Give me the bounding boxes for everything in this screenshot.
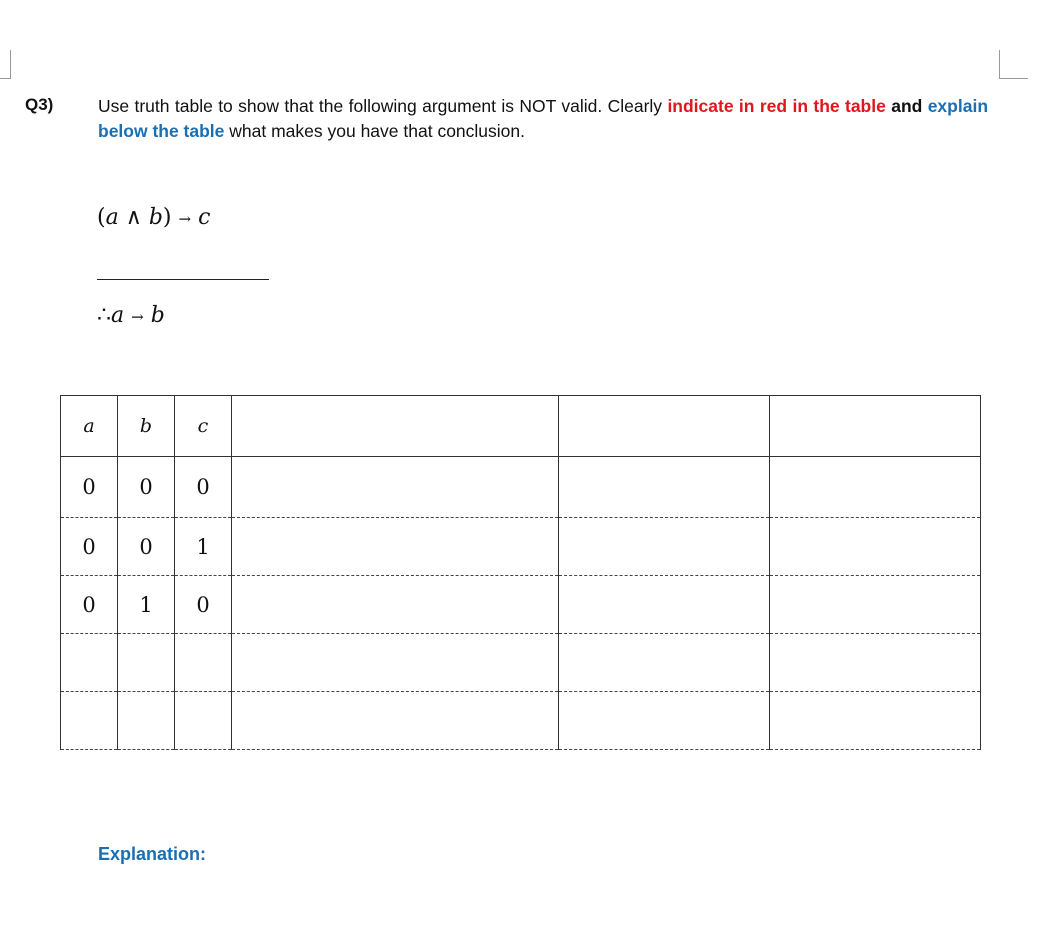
table-cell[interactable] (559, 518, 770, 576)
truth-table-header-row (61, 396, 981, 457)
header-cell-4[interactable] (232, 396, 559, 457)
table-cell: 0 (61, 518, 118, 576)
table-cell[interactable] (175, 692, 232, 750)
table-cell[interactable] (118, 692, 175, 750)
table-cell[interactable] (232, 457, 559, 518)
table-cell: 0 (118, 518, 175, 576)
table-cell[interactable] (175, 634, 232, 692)
table-row (61, 457, 981, 518)
argument-conclusion (97, 303, 165, 328)
question-text-and: and (885, 96, 928, 116)
header-cell-a: a (61, 396, 118, 457)
argument-divider-line (97, 279, 269, 280)
premise-var-a: a (105, 205, 119, 230)
question-text-part1: Use truth table to show that the following argument is NOT valid. Clearly (98, 96, 668, 116)
conclusion-implies-arrow: → (131, 308, 144, 326)
conclusion-var-a: a (111, 303, 125, 328)
therefore-symbol: ∴ (97, 303, 111, 328)
table-cell[interactable] (770, 457, 981, 518)
table-cell[interactable] (559, 634, 770, 692)
question-text-blue: explain below the table (98, 96, 989, 141)
table-cell[interactable] (559, 457, 770, 518)
table-cell[interactable] (232, 634, 559, 692)
table-cell[interactable] (61, 692, 118, 750)
table-cell[interactable] (232, 692, 559, 750)
question-text (98, 94, 988, 144)
premise-implies-arrow: → (178, 210, 192, 228)
table-cell[interactable] (559, 692, 770, 750)
page-corner-mark-left (0, 50, 11, 79)
argument-premise (97, 205, 210, 230)
premise-close-paren: ) (162, 205, 172, 230)
table-cell[interactable] (61, 634, 118, 692)
page-corner-mark-right (999, 50, 1028, 79)
question-text-red: indicate in red in the table (667, 96, 886, 116)
table-cell[interactable] (118, 634, 175, 692)
premise-var-c: c (198, 205, 211, 230)
table-cell[interactable] (232, 518, 559, 576)
header-cell-6[interactable] (770, 396, 981, 457)
truth-table (60, 395, 981, 750)
table-row (61, 576, 981, 634)
table-cell[interactable] (770, 692, 981, 750)
table-cell[interactable] (770, 518, 981, 576)
header-cell-b: b (118, 396, 175, 457)
table-cell: 0 (175, 576, 232, 634)
table-row (61, 692, 981, 750)
table-cell: 0 (175, 457, 232, 518)
table-cell[interactable] (559, 576, 770, 634)
table-cell: 0 (118, 457, 175, 518)
table-cell: 0 (61, 457, 118, 518)
question-number: Q3) (25, 95, 54, 114)
header-cell-c: c (175, 396, 232, 457)
table-row (61, 634, 981, 692)
table-cell[interactable] (770, 576, 981, 634)
header-cell-5[interactable] (559, 396, 770, 457)
premise-and-operator: ∧ (125, 205, 142, 230)
table-cell[interactable] (770, 634, 981, 692)
table-cell: 1 (118, 576, 175, 634)
table-row (61, 518, 981, 576)
conclusion-var-b: b (150, 303, 165, 328)
question-text-part2: what makes you have that conclusion. (224, 121, 525, 141)
explanation-label: Explanation: (98, 844, 207, 864)
premise-var-b: b (148, 205, 163, 230)
premise-open-paren: ( (97, 205, 106, 230)
table-cell[interactable] (232, 576, 559, 634)
table-cell: 0 (61, 576, 118, 634)
table-cell: 1 (175, 518, 232, 576)
